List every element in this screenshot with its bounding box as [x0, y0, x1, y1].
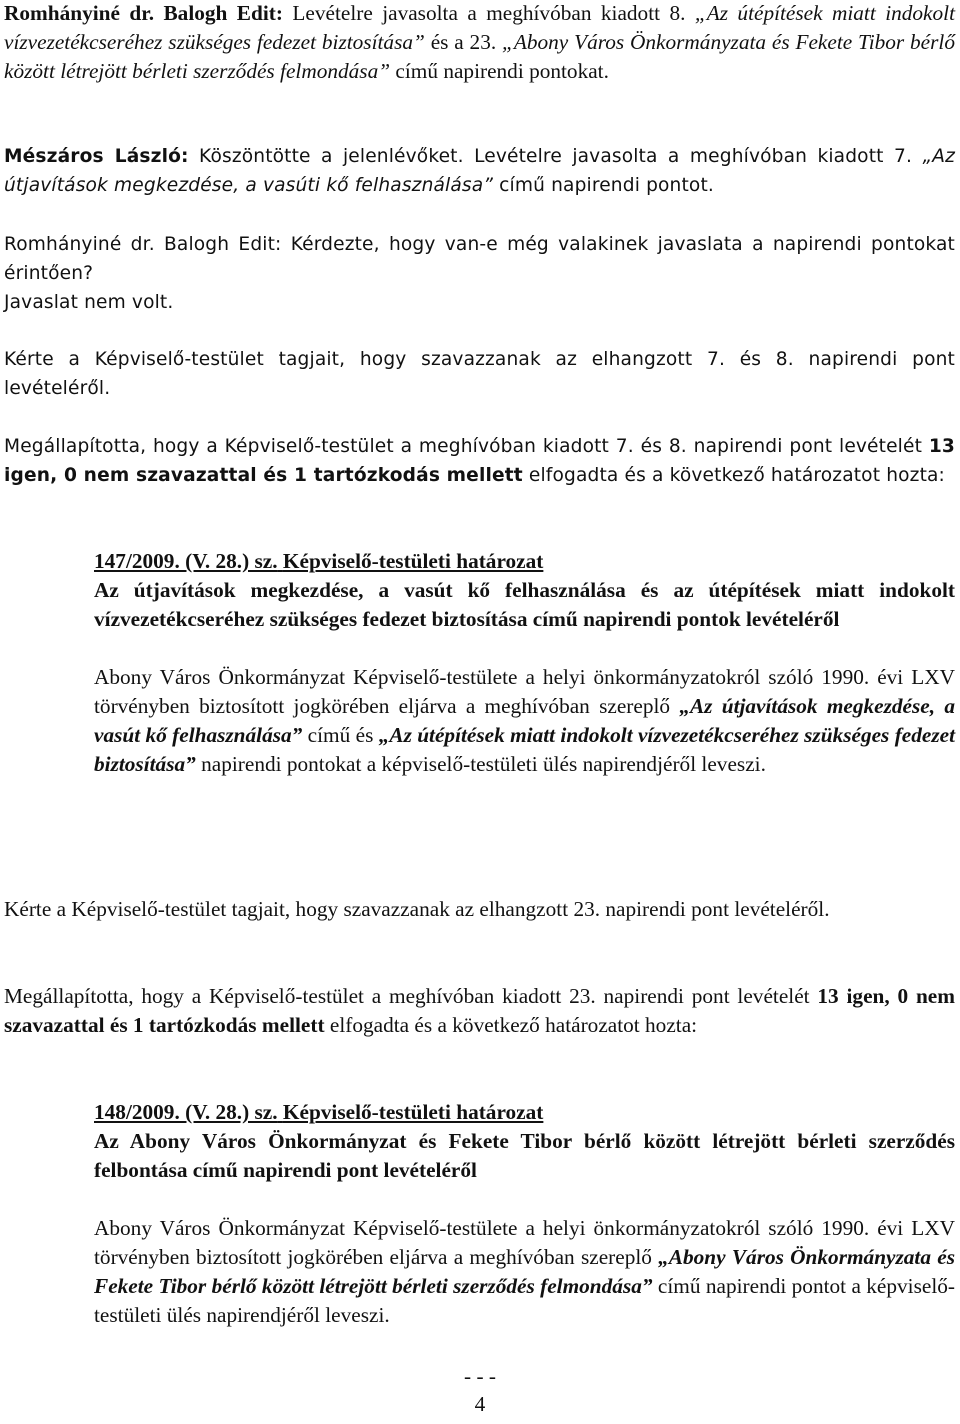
speaker-name: Mészáros László: — [4, 146, 189, 167]
paragraph-text: című napirendi pontokat. — [390, 59, 609, 83]
resolution-label: Képviselő-testületi határozat — [282, 549, 544, 573]
resolution-148 — [94, 1098, 955, 1330]
agenda-title: „Abony Város Önkormányzata és Fekete Tibor bérlő között létrejött bérleti szerződés felmondása” — [94, 1245, 955, 1298]
agenda-title: „Az útjavítások megkezdése, a vasút kő felhasználása” — [94, 694, 955, 747]
agenda-title: „Az útjavítások megkezdése, a vasúti kő felhasználása” — [4, 146, 955, 196]
paragraph-text: Abony Város Önkormányzat Képviselő-testülete a helyi önkormányzatokról szóló 1990. évi LXV törvényben biztosított jogkörében eljárva a meghívóban szereplő — [94, 1216, 955, 1269]
page-footer — [0, 1362, 960, 1418]
paragraph-vote-result-7-8 — [4, 432, 955, 490]
speaker-name: Romhányiné dr. Balogh Edit: — [4, 1, 283, 25]
paragraph-text: Levételre javasolta a meghívóban kiadott 8. — [282, 1, 695, 25]
resolution-number: 148/2009. (V. 28.) sz. — [94, 1100, 278, 1124]
resolution-heading: Az útjavítások megkezdése, a vasút kő felhasználása és az útépítések miatt indokolt vízvezetékcseréhez szükséges fedezet biztosítása című napirendi pontok levételéről — [94, 578, 955, 631]
resolution-label: Képviselő-testületi határozat — [282, 1100, 544, 1124]
resolution-body — [94, 663, 955, 779]
paragraph-text: Megállapította, hogy a Képviselő-testület a meghívóban kiadott 7. és 8. napirendi pont levételét — [4, 436, 929, 457]
resolution-147 — [94, 547, 955, 779]
paragraph-vote-result-23 — [4, 982, 955, 1040]
resolution-title — [94, 1098, 955, 1127]
paragraph-text: című napirendi pontot a képviselő-testületi ülés napirendjéről leveszi. — [94, 1274, 955, 1327]
paragraph-text: című napirendi pontot. — [493, 175, 714, 196]
paragraph-romhanyine-proposal — [4, 0, 955, 86]
paragraph-text: napirendi pontokat a képviselő-testületi ülés napirendjéről leveszi. — [195, 752, 766, 776]
resolution-heading: Az Abony Város Önkormányzat és Fekete Tibor bérlő között létrejött bérleti szerződés felbontása című napirendi pont levételéről — [94, 1129, 955, 1182]
vote-result: 13 igen, 0 nem szavazattal és 1 tartózkodás mellett — [4, 984, 955, 1037]
resolution-body — [94, 1214, 955, 1330]
agenda-title: „Az útépítések miatt indokolt vízvezetékcseréhez szükséges fedezet biztosítása” — [4, 1, 955, 54]
vote-result: 13 igen, 0 nem szavazattal és 1 tartózkodás mellett — [4, 436, 955, 486]
page-number: 4 — [474, 1392, 486, 1416]
paragraph-vote-request-23: Kérte a Képviselő-testület tagjait, hogy szavazzanak az elhangzott 23. napirendi pont levételéről. — [4, 897, 830, 921]
paragraph-text: elfogadta és a következő határozatot hozta: — [522, 465, 945, 486]
paragraph-text: Javaslat nem volt. — [4, 292, 174, 313]
paragraph-text: Megállapította, hogy a Képviselő-testület a meghívóban kiadott 23. napirendi pont levételét — [4, 984, 818, 1008]
agenda-title: „Az útépítések miatt indokolt vízvezetékcseréhez szükséges fedezet biztosítása” — [94, 723, 955, 776]
paragraph-text: Romhányiné dr. Balogh Edit: Kérdezte, hogy van-e még valakinek javaslata a napirendi pontokat érintően? — [4, 234, 955, 284]
agenda-title: „Abony Város Önkormányzata és Fekete Tibor bérlő között létrejött bérleti szerződés felmondása” — [4, 30, 955, 83]
paragraph-text: Köszöntötte a jelenlévőket. Levételre javasolta a meghívóban kiadott 7. — [188, 146, 923, 167]
paragraph-text: Abony Város Önkormányzat Képviselő-testülete a helyi önkormányzatokról szóló 1990. évi LXV törvényben biztosított jogkörében eljárva a meghívóban szereplő — [94, 665, 955, 718]
footer-dashes: - - - — [464, 1364, 496, 1388]
paragraph-meszaros-proposal — [4, 142, 955, 200]
paragraph-vote-request-7-8: Kérte a Képviselő-testület tagjait, hogy szavazzanak az elhangzott 7. és 8. napirendi pont levételéről. — [4, 349, 955, 399]
resolution-number: 147/2009. (V. 28.) sz. — [94, 549, 278, 573]
paragraph-text: és a 23. — [424, 30, 502, 54]
paragraph-text: című és — [302, 723, 379, 747]
resolution-title — [94, 547, 955, 576]
paragraph-text: elfogadta és a következő határozatot hozta: — [324, 1013, 698, 1037]
paragraph-question — [4, 230, 955, 317]
